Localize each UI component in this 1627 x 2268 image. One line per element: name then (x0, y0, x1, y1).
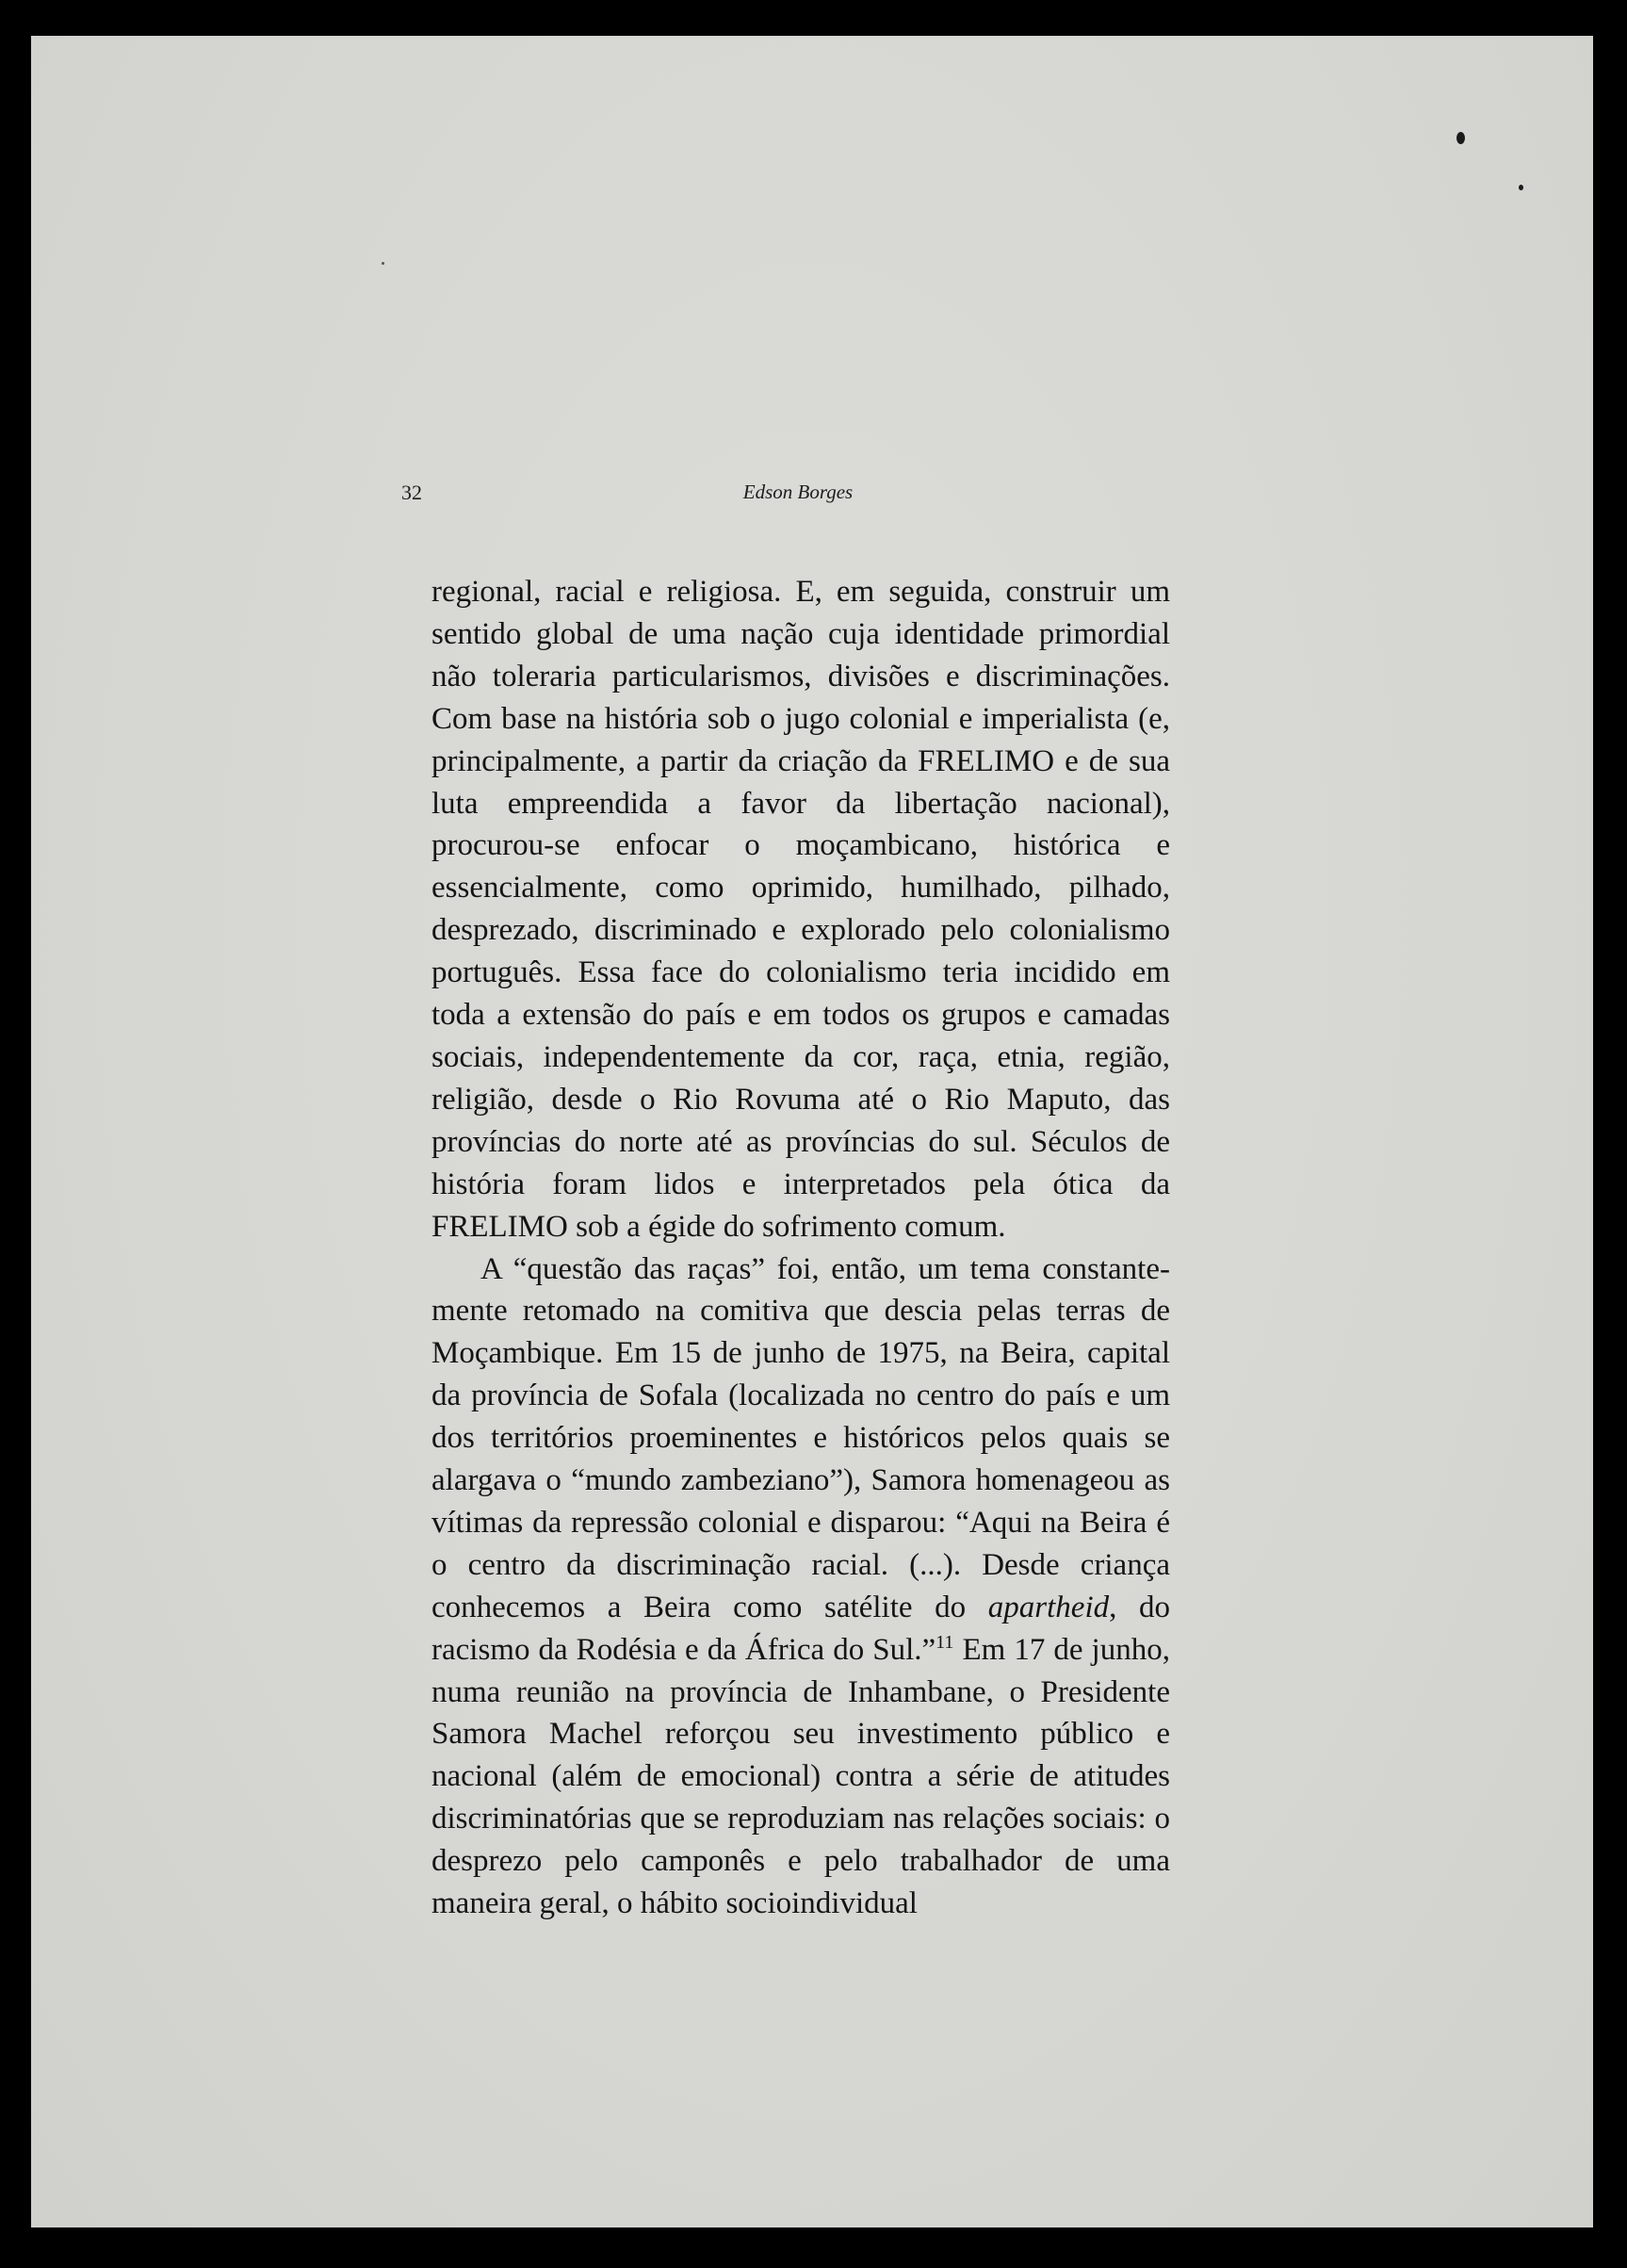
ink-speck (1519, 185, 1523, 190)
ink-speck (382, 262, 384, 265)
paragraph-text: , do racismo da Rodésia e da África do Sul.” (431, 1590, 1171, 1667)
italic-term: apartheid (987, 1590, 1110, 1624)
ink-speck (1456, 132, 1465, 144)
paragraph (431, 1248, 1170, 1926)
paragraph-text: Em 17 de junho, numa reunião na província de Inhambane, o Presidente Samora Machel reforçou seu investimento público e nacional (além de emocional) contra a série de atitudes discriminatórias que se reproduziam nas relações sociais: o desprezo pelo camponês e pelo trabalhador de uma maneira geral, o hábito socioindividual (431, 1632, 1170, 1921)
paragraph: regional, racial e religiosa. E, em seguida, construir um sentido global de uma nação cuja identidade primordial não toleraria particularismos, divisões e discriminações. Com base na história sob o jugo colonial e imperialista (e, principalmente, a partir da criação da FRELIMO e de sua luta empreendida a favor da libertação nacional), procurou-se enfocar o moçambicano, histórica e essencialmente, como oprimido, humilhado, pilhado, desprezado, discriminado e explorado pelo colonialismo português. Essa face do colonialismo teria incidido em toda a extensão do país e em todos os grupos e camadas sociais, independentemente da cor, raça, etnia, região, religião, desde o Rio Rovuma até o Rio Maputo, das províncias do norte até as províncias do sul. Séculos de história foram lidos e interpretados pela ótica da FRELIMO sob a égide do sofrimento comum. (431, 575, 1170, 1244)
page-number: 32 (401, 481, 422, 504)
running-head-author: Edson Borges (742, 481, 854, 503)
body-text (431, 571, 1170, 1925)
footnote-reference[interactable]: 11 (936, 1631, 954, 1653)
paragraph-text: A “questão das raças” foi, então, um tema constantemente retomado na comitiva que descia pelas terras de Moçambique. Em 15 de junho de 1975, na Beira, capital da província de Sofala (localizada no centro do país e um dos territórios proeminentes e históricos pelos quais se alargava o “mundo zambeziano”), Samora homenageou as vítimas da repressão colonial e disparou: “Aqui na Beira é o centro da discriminação racial. (...). Desde criança conhecemos a Beira como satélite do (431, 1251, 1170, 1624)
running-head (401, 481, 1195, 518)
